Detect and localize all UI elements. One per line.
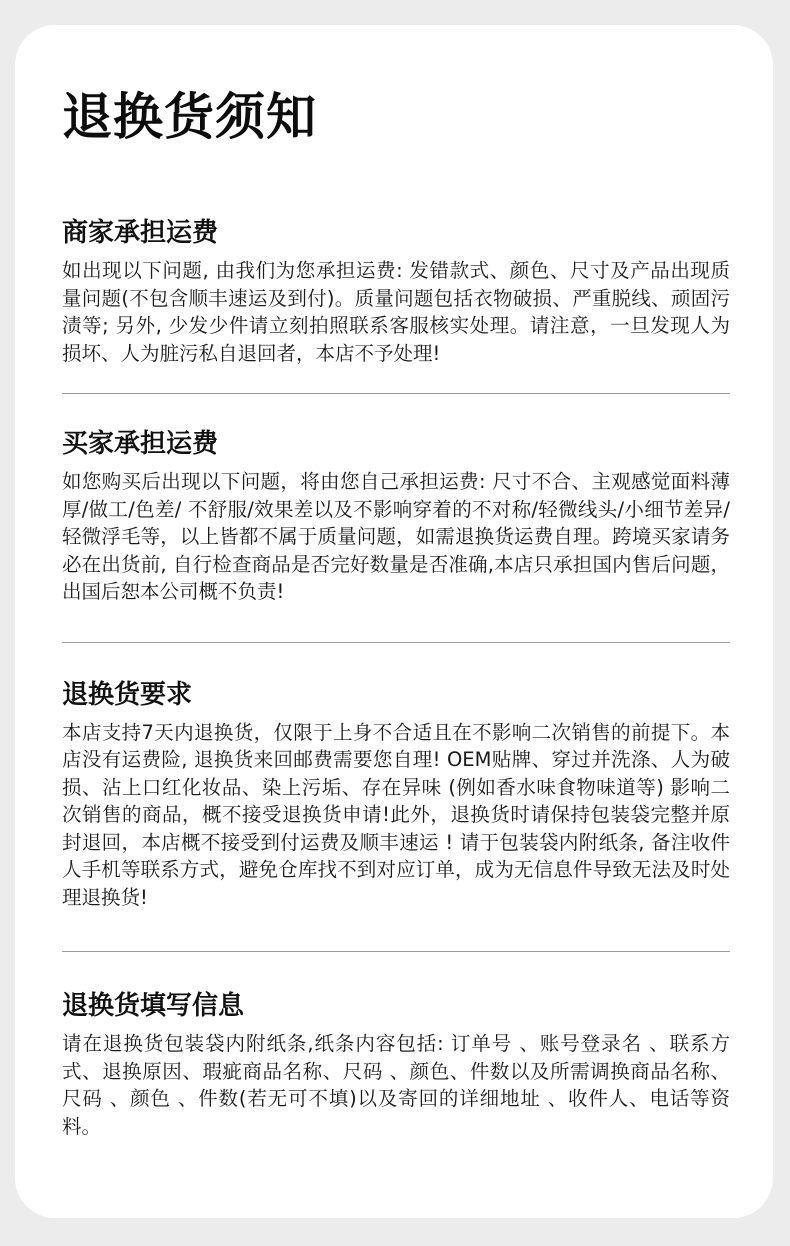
section-body: 请在退换货包装袋内附纸条,纸条内容包括: 订单号 、账号登录名 、联系方式、退换原因、瑕疵商品名称、尺码 、颜色、件数以及所需调换商品名称、尺码 、颜色 、件数(若无可不填)以及寄回的详细地址 、收件人、电话等资料。	[62, 1032, 730, 1138]
page-title: 退换货须知	[62, 88, 317, 146]
section-return-requirements	[62, 677, 730, 953]
section-buyer-shipping	[62, 426, 730, 643]
section-body: 如出现以下问题, 由我们为您承担运费: 发错款式、颜色、尺寸及产品出现质量问题(不包含顺丰速运及到付)。质量问题包括衣物破损、严重脱线、顽固污渍等; 另外, 少发少件请立刻拍照联系客服核实处理。请注意，一旦发现人为损坏、人为脏污私自退回者，本店不予处理!	[62, 259, 730, 365]
section-title: 退换货要求	[62, 679, 193, 710]
section-return-info	[62, 988, 730, 1160]
section-title: 商家承担运费	[62, 218, 219, 248]
return-policy-card	[15, 25, 773, 1218]
section-body: 如您购买后出现以下问题，将由您自己承担运费: 尺寸不合、主观感觉面料薄厚/做工/色差/ 不舒服/效果差以及不影响穿着的不对称/轻微线头/小细节差异/轻微浮毛等，以上皆都不属于质量问题，如需退换货运费自理。跨境买家请务必在出货前, 自行检查商品是否完好数量是否准确,本店只承担国内售后问题，出国后恕本公司概不负责!	[62, 470, 730, 603]
section-title: 买家承担运费	[62, 429, 219, 459]
section-body: 本店支持7天内退换货，仅限于上身不合适且在不影响二次销售的前提下。本店没有运费险, 退换货来回邮费需要您自理! OEM贴牌、穿过并洗涤、人为破损、沾上口红化妆品、染上污垢、存在异味 (例如香水味食物味道等) 影响二次销售的商品，概不接受退换货申请!此外，退换货时请保持包装袋完整并原封退回，本店概不接受到付运费及顺丰速运 ! 请于包装袋内附纸条, 备注收件人手机等联系方式，避免仓库找不到对应订单，成为无信息件导致无法及时处理退换货!	[62, 720, 730, 909]
section-title: 退换货填写信息	[62, 991, 245, 1021]
section-merchant-shipping	[62, 215, 730, 394]
